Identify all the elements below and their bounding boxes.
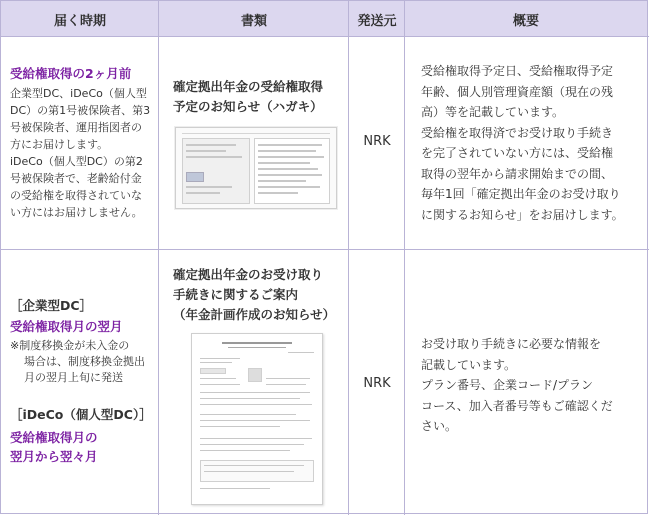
text-line: の受給権を取得されていな: [10, 189, 142, 202]
row2-doc-title-line: 手続きに関するご案内: [173, 287, 299, 302]
text-line: 取得の翌年から請求開始までの間、: [421, 166, 614, 181]
divider: [404, 1, 405, 515]
header-summary: [405, 1, 647, 37]
divider: [1, 249, 649, 250]
header-source: [349, 1, 405, 37]
text-line: 翌月から翌々月: [10, 449, 98, 464]
text-line: 企業型DC、iDeCo（個人型: [10, 87, 147, 100]
ideco-label: ［iDeCo（個人型DC）］: [10, 407, 152, 422]
header-source-label: 発送元: [357, 13, 397, 29]
row1-doc-title-line: 予定のお知らせ（ハガキ）: [173, 99, 323, 114]
postcard-thumbnail: [175, 127, 337, 209]
text-line: さい。: [421, 419, 458, 433]
row1-summary: [421, 61, 643, 225]
text-line: 受給権を取得済でお受け取り手続き: [421, 125, 614, 140]
corp-dc-timing: 受給権取得月の翌月: [10, 319, 123, 334]
text-line: 年齢、個人別管理資産額（現在の残: [421, 84, 614, 99]
divider: [158, 1, 159, 515]
header-document-label: 書類: [240, 13, 267, 29]
letter-thumbnail: [191, 333, 323, 505]
row1-source: NRK: [363, 134, 391, 149]
row2-document-cell: [173, 265, 345, 325]
header-document: [159, 1, 349, 37]
header-timing: [1, 1, 159, 37]
text-line: コース、加入者番号等もご確認くだ: [421, 398, 613, 413]
row1-timing-cell: [10, 65, 156, 221]
text-line: 高）等を記載しています。: [421, 105, 565, 119]
text-line: 受給権取得予定日、受給権取得予定: [421, 64, 614, 78]
divider: [1, 36, 649, 37]
text-line: 場合は、制度移換金拠出: [24, 355, 145, 368]
row1-timing-body: [10, 85, 156, 221]
row1-document-cell: [173, 77, 345, 117]
row2-doc-title-line: （年金計画作成のお知らせ）: [173, 307, 336, 322]
divider: [348, 1, 349, 515]
text-line: 記載しています。: [421, 357, 517, 372]
row2-doc-title-line: 確定拠出年金のお受け取り: [173, 267, 324, 282]
text-line: 号被保険者、運用指図者の: [10, 121, 142, 134]
ideco-timing: [10, 428, 156, 466]
header-timing-label: 届く時期: [53, 13, 106, 29]
text-line: ※制度移換金が未入金の: [10, 339, 130, 352]
row2-summary: [421, 334, 643, 437]
text-line: 号被保険者で、老齢給付金: [10, 172, 142, 185]
row1-doc-title-line: 確定拠出年金の受給権取得: [173, 79, 324, 94]
text-line: iDeCo（個人型DC）の第2: [10, 155, 143, 168]
text-line: い方にはお届けしません。: [10, 206, 143, 219]
text-line: お受け取り手続きに必要な情報を: [421, 337, 602, 351]
header-summary-label: 概要: [512, 13, 539, 29]
row1-timing-title: 受給権取得の2ヶ月前: [10, 66, 132, 81]
text-line: プラン番号、企業コード/プラン: [421, 378, 594, 392]
corp-dc-label: ［企業型DC］: [10, 298, 93, 313]
row2-note: [10, 338, 156, 386]
row2-source: NRK: [363, 376, 391, 391]
text-line: 毎年1回「確定拠出年金のお受け取り: [421, 187, 621, 201]
row2-timing-cell: [10, 297, 156, 466]
text-line: を完了されていない方には、受給権: [421, 146, 614, 160]
text-line: 受給権取得月の: [10, 430, 98, 445]
text-line: 方にお届けします。: [10, 138, 109, 151]
text-line: に関するお知らせ」をお届けします。: [421, 207, 624, 222]
text-line: DC）の第1号被保険者、第3: [10, 104, 151, 117]
text-line: 月の翌月上旬に発送: [24, 371, 123, 384]
